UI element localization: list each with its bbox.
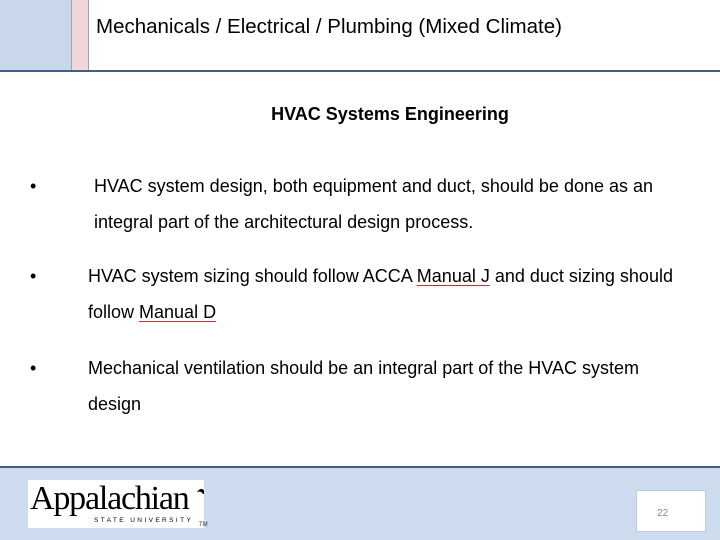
- manual-j-link[interactable]: Manual J: [416, 266, 490, 286]
- bullet-text: Mechanical ventilation should be an integral part of the HVAC system design: [88, 358, 639, 414]
- bullet-text: HVAC system design, both equipment and duct, should be done as an integral part of the architectural design process.: [94, 176, 654, 232]
- page-number-box: [636, 490, 706, 532]
- slide-header: [0, 0, 720, 72]
- trademark-mark: TM: [199, 522, 208, 528]
- bullet-dot: •: [30, 176, 37, 196]
- slide-subtitle: HVAC Systems Engineering: [271, 104, 509, 124]
- university-logo: [28, 480, 204, 528]
- bullet-text-part: HVAC system sizing should follow ACCA: [88, 266, 417, 286]
- bullet-dot: •: [30, 358, 37, 378]
- slide-title: Mechanicals / Electrical / Plumbing (Mixed Climate): [96, 15, 562, 38]
- bird-icon: [196, 486, 204, 496]
- slide-footer: [0, 466, 720, 540]
- manual-d-link[interactable]: Manual D: [139, 302, 217, 322]
- logo-subtext: STATE UNIVERSITY: [94, 517, 194, 524]
- bullet-dot: •: [30, 266, 37, 286]
- bullet-text: [88, 258, 688, 330]
- header-accent-pink: [72, 0, 89, 70]
- bullet-text-part: and duct sizing should follow: [88, 266, 673, 322]
- logo-wordmark: Appalachian: [30, 480, 189, 517]
- page-number: 22: [657, 508, 669, 519]
- header-accent-blue: [0, 0, 72, 70]
